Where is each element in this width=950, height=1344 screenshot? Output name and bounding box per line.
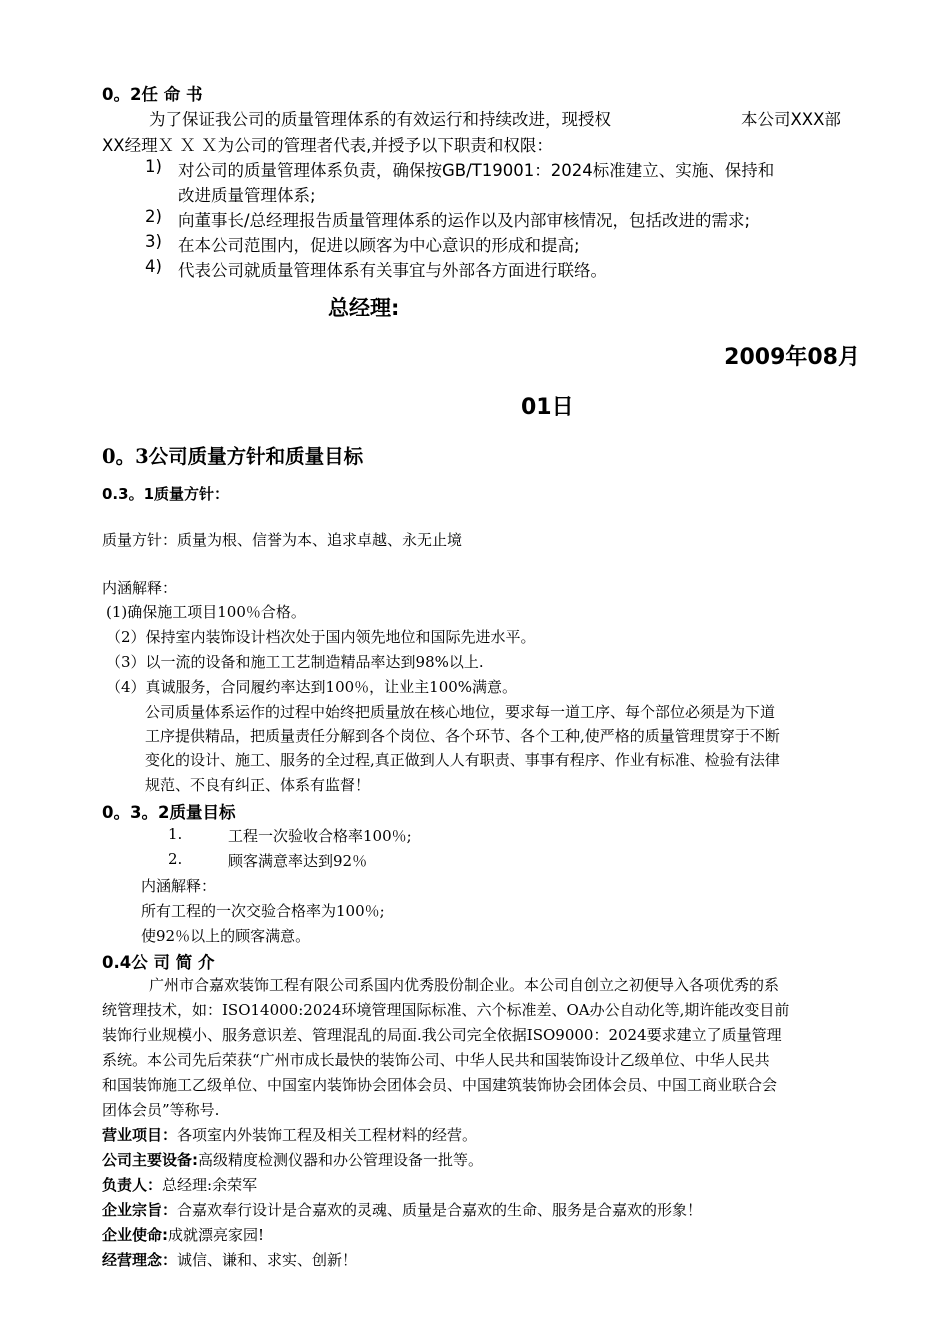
fact-value: 合嘉欢奉行设计是合嘉欢的灵魂、质量是合嘉欢的生命、服务是合嘉欢的形象！: [177, 1201, 703, 1219]
company-fact-purpose: [102, 1199, 702, 1220]
target-text: 工程一次验收合格率100％;: [228, 827, 412, 845]
appointment-paragraph-line-right: 本公司XXX部: [741, 110, 841, 129]
appointment-paragraph-line: XX经理Ｘ Ｘ Ｘ为公司的管理者代表,并授予以下职责和权限：: [102, 136, 553, 155]
connotation-label: 内涵解释：: [141, 877, 217, 895]
fact-value: 总经理:余荣军: [162, 1176, 258, 1194]
fact-label: 企业使命:: [102, 1226, 168, 1244]
duty-item-text: 在本公司范围内，促进以顾客为中心意识的形成和提高;: [178, 236, 580, 255]
company-intro-line: 装饰行业规模小、服务意识差、管理混乱的局面.我公司完全依据ISO9000：2024要求建立了质量管理: [102, 1026, 782, 1044]
signer-title: 总经理:: [328, 296, 400, 320]
connotation-item: 所有工程的一次交验合格率为100％;: [141, 902, 385, 920]
fact-label: 公司主要设备:: [102, 1151, 198, 1169]
signature-date-line: 2009年08月: [724, 345, 860, 370]
quality-system-paragraph-line: 变化的设计、施工、服务的全过程,真正做到人人有职责、事事有程序、作业有标准、检验有法律: [145, 751, 780, 769]
duty-item-text: 改进质量管理体系;: [178, 186, 316, 205]
subsection-heading-policy: 0.3。1质量方针：: [102, 485, 230, 503]
fact-label: 营业项目：: [102, 1126, 178, 1144]
connotation-item: （2）保持室内装饰设计档次处于国内领先地位和国际先进水平。: [106, 628, 536, 646]
connotation-label: 内涵解释：: [102, 579, 178, 597]
quality-policy-text: 质量方针：质量为根、信誉为本、追求卓越、永无止境: [102, 531, 463, 549]
fact-label: 负责人：: [102, 1176, 163, 1194]
company-fact-mission: [102, 1224, 264, 1245]
subsection-heading-targets: 0。3。2质量目标: [102, 803, 236, 822]
duty-item-text: 代表公司就质量管理体系有关事宜与外部各方面进行联络。: [178, 261, 607, 280]
connotation-item: 使92％以上的顾客满意。: [141, 927, 311, 945]
connotation-item: （4）真诚服务，合同履约率达到100％，让业主100%满意。: [106, 678, 518, 696]
fact-value: 诚信、谦和、求实、创新！: [177, 1251, 358, 1269]
fact-value: 各项室内外装饰工程及相关工程材料的经营。: [177, 1126, 478, 1144]
company-fact-business-scope: [102, 1124, 477, 1145]
target-number: 2.: [168, 850, 183, 868]
section-heading-appointment: 0。2任 命 书: [102, 85, 203, 104]
fact-label: 企业宗旨：: [102, 1201, 178, 1219]
appointment-paragraph-line: 为了保证我公司的质量管理体系的有效运行和持续改进，现授权: [149, 110, 611, 129]
company-intro-line: 团体会员”等称号.: [102, 1101, 220, 1119]
company-intro-line: 系统。本公司先后荣获“广州市成长最快的装饰公司、中华人民共和国装饰设计乙级单位、中华人民共: [102, 1051, 770, 1069]
company-fact-equipment: [102, 1149, 483, 1170]
company-fact-responsible-person: [102, 1174, 257, 1195]
company-fact-philosophy: [102, 1249, 357, 1270]
company-intro-line: 统管理技术，如：ISO14000:2024环境管理国际标准、六个标准差、OA办公自动化等,期许能改变目前: [102, 1001, 790, 1019]
signature-date-line: 01日: [521, 395, 574, 420]
duty-item-number: 2): [145, 207, 162, 226]
section-heading-quality: 0。3公司质量方针和质量目标: [102, 445, 364, 468]
quality-system-paragraph-line: 公司质量体系运作的过程中始终把质量放在核心地位，要求每一道工序、每个部位必须是为下道: [145, 703, 776, 721]
duty-item-number: 4): [145, 257, 162, 276]
fact-value: 高级精度检测仪器和办公管理设备一批等。: [198, 1151, 484, 1169]
duty-item-number: 3): [145, 232, 162, 251]
duty-item-text: 对公司的质量管理体系负责，确保按GB/T19001：2024标准建立、实施、保持和: [178, 161, 775, 180]
section-heading-company: 0.4公 司 简 介: [102, 953, 215, 972]
quality-system-paragraph-line: 规范、不良有纠正、体系有监督！: [145, 776, 371, 794]
connotation-item: (1)确保施工项目100％合格。: [106, 603, 306, 621]
target-text: 顾客满意率达到92％: [228, 852, 368, 870]
fact-value: 成就漂亮家园!: [168, 1226, 265, 1244]
duty-item-number: 1): [145, 157, 162, 176]
duty-item-text: 向董事长/总经理报告质量管理体系的运作以及内部审核情况，包括改进的需求;: [178, 211, 751, 230]
company-intro-line: 和国装饰施工乙级单位、中国室内装饰协会团体会员、中国建筑装饰协会团体会员、中国工商业联合会: [102, 1076, 778, 1094]
target-number: 1.: [168, 825, 183, 843]
connotation-item: （3）以一流的设备和施工工艺制造精品率达到98%以上.: [106, 653, 484, 671]
fact-label: 经营理念：: [102, 1251, 178, 1269]
quality-system-paragraph-line: 工序提供精品，把质量责任分解到各个岗位、各个环节、各个工种,使严格的质量管理贯穿于不断: [145, 727, 780, 745]
company-intro-line: 广州市合嘉欢装饰工程有限公司系国内优秀股份制企业。本公司自创立之初便导入各项优秀的系: [149, 976, 780, 994]
